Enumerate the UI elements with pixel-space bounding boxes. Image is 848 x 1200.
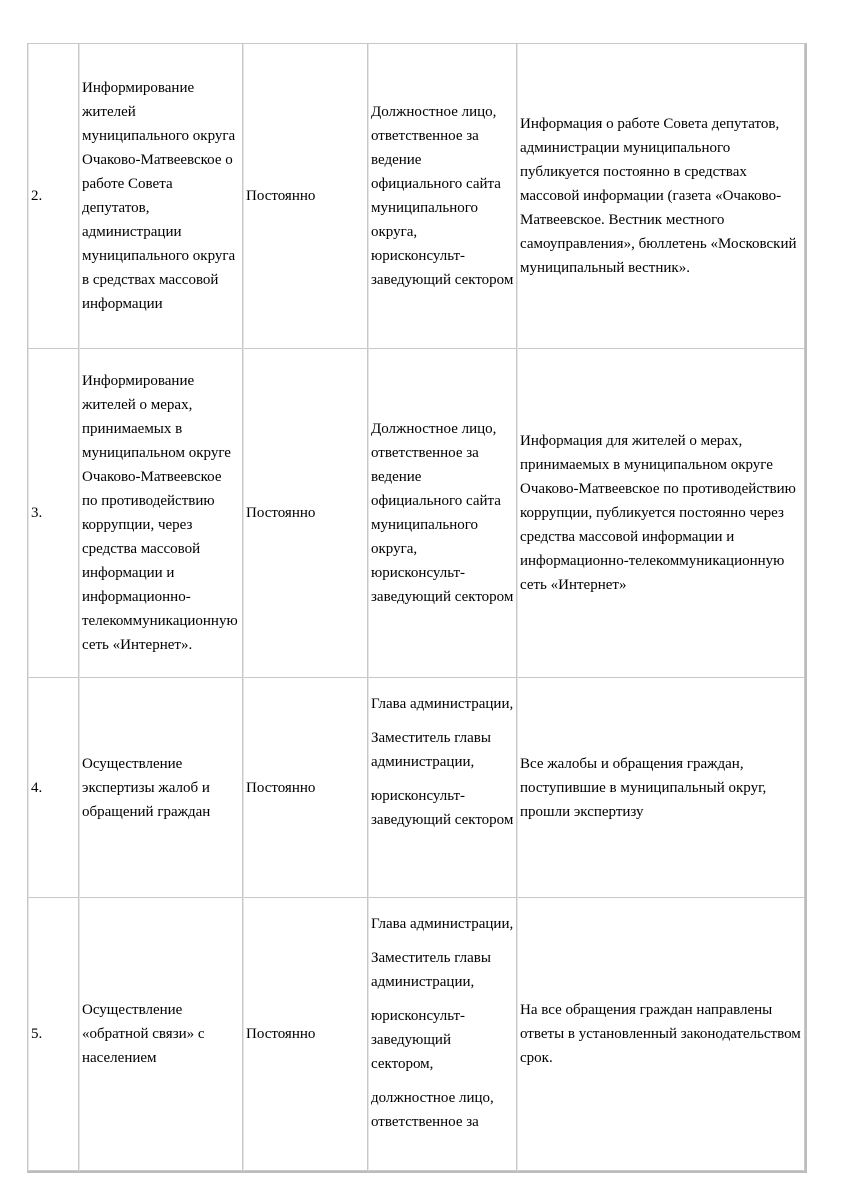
responsible-item: Должностное лицо, ответственное за ведение официального сайта муниципального округа, юрисконсульт-заведующий сектором: [371, 104, 514, 288]
measure-term: Постоянно: [243, 678, 368, 898]
measure-result: Все жалобы и обращения граждан, поступившие в муниципальный округ, прошли экспертизу: [517, 678, 805, 898]
measure-result: Информация для жителей о мерах, принимаемых в муниципальном округе Очаково-Матвеевское по противодействию коррупции, публикуется постоянно через средства массовой информации и информационно-телекоммуникационную сеть «Интернет»: [517, 349, 805, 678]
responsible-item: Заместитель главы администрации,: [371, 730, 491, 770]
responsible-item: должностное лицо, ответственное за: [371, 1090, 494, 1130]
responsible-item: юрисконсульт-заведующий сектором,: [371, 1008, 466, 1072]
measure-result: Информация о работе Совета депутатов, администрации муниципального публикуется постоянно в средствах массовой информации (газета «Очаково-Матвеевское. Вестник местного самоуправления», бюллетень «Московский муниципальный вестник».: [517, 44, 805, 349]
table-row: [28, 678, 805, 898]
measure-term: Постоянно: [243, 898, 368, 1171]
row-number: 5.: [28, 898, 79, 1171]
responsible-item: Глава администрации,: [371, 916, 514, 932]
table-row: [28, 44, 805, 349]
row-number: 3.: [28, 349, 79, 678]
responsible-persons: [368, 678, 517, 898]
responsible-item: юрисконсульт-заведующий сектором: [371, 788, 514, 828]
measure-name: Информирование жителей муниципального округа Очаково-Матвеевское о работе Совета депутатов, администрации муниципального округа в средствах массовой информации: [79, 44, 243, 349]
measure-term: Постоянно: [243, 349, 368, 678]
row-number: 4.: [28, 678, 79, 898]
measure-result: На все обращения граждан направлены ответы в установленный законодательством срок.: [517, 898, 805, 1171]
responsible-persons: [368, 898, 517, 1171]
measure-name: Осуществление экспертизы жалоб и обращений граждан: [79, 678, 243, 898]
responsible-item: Глава администрации,: [371, 696, 514, 712]
responsible-persons: [368, 44, 517, 349]
measure-term: Постоянно: [243, 44, 368, 349]
row-number: 2.: [28, 44, 79, 349]
responsible-item: Заместитель главы администрации,: [371, 950, 491, 990]
table-row: [28, 898, 805, 1171]
measure-name: Информирование жителей о мерах, принимаемых в муниципальном округе Очаково-Матвеевское по противодействию коррупции, через средства массовой информации и информационно-телекоммуникационную сеть «Интернет».: [79, 349, 243, 678]
responsible-persons: [368, 349, 517, 678]
measures-table: [27, 43, 807, 1173]
responsible-item: Должностное лицо, ответственное за ведение официального сайта муниципального округа, юрисконсульт-заведующий сектором: [371, 421, 514, 605]
measure-name: Осуществление «обратной связи» с населением: [79, 898, 243, 1171]
table-row: [28, 349, 805, 678]
